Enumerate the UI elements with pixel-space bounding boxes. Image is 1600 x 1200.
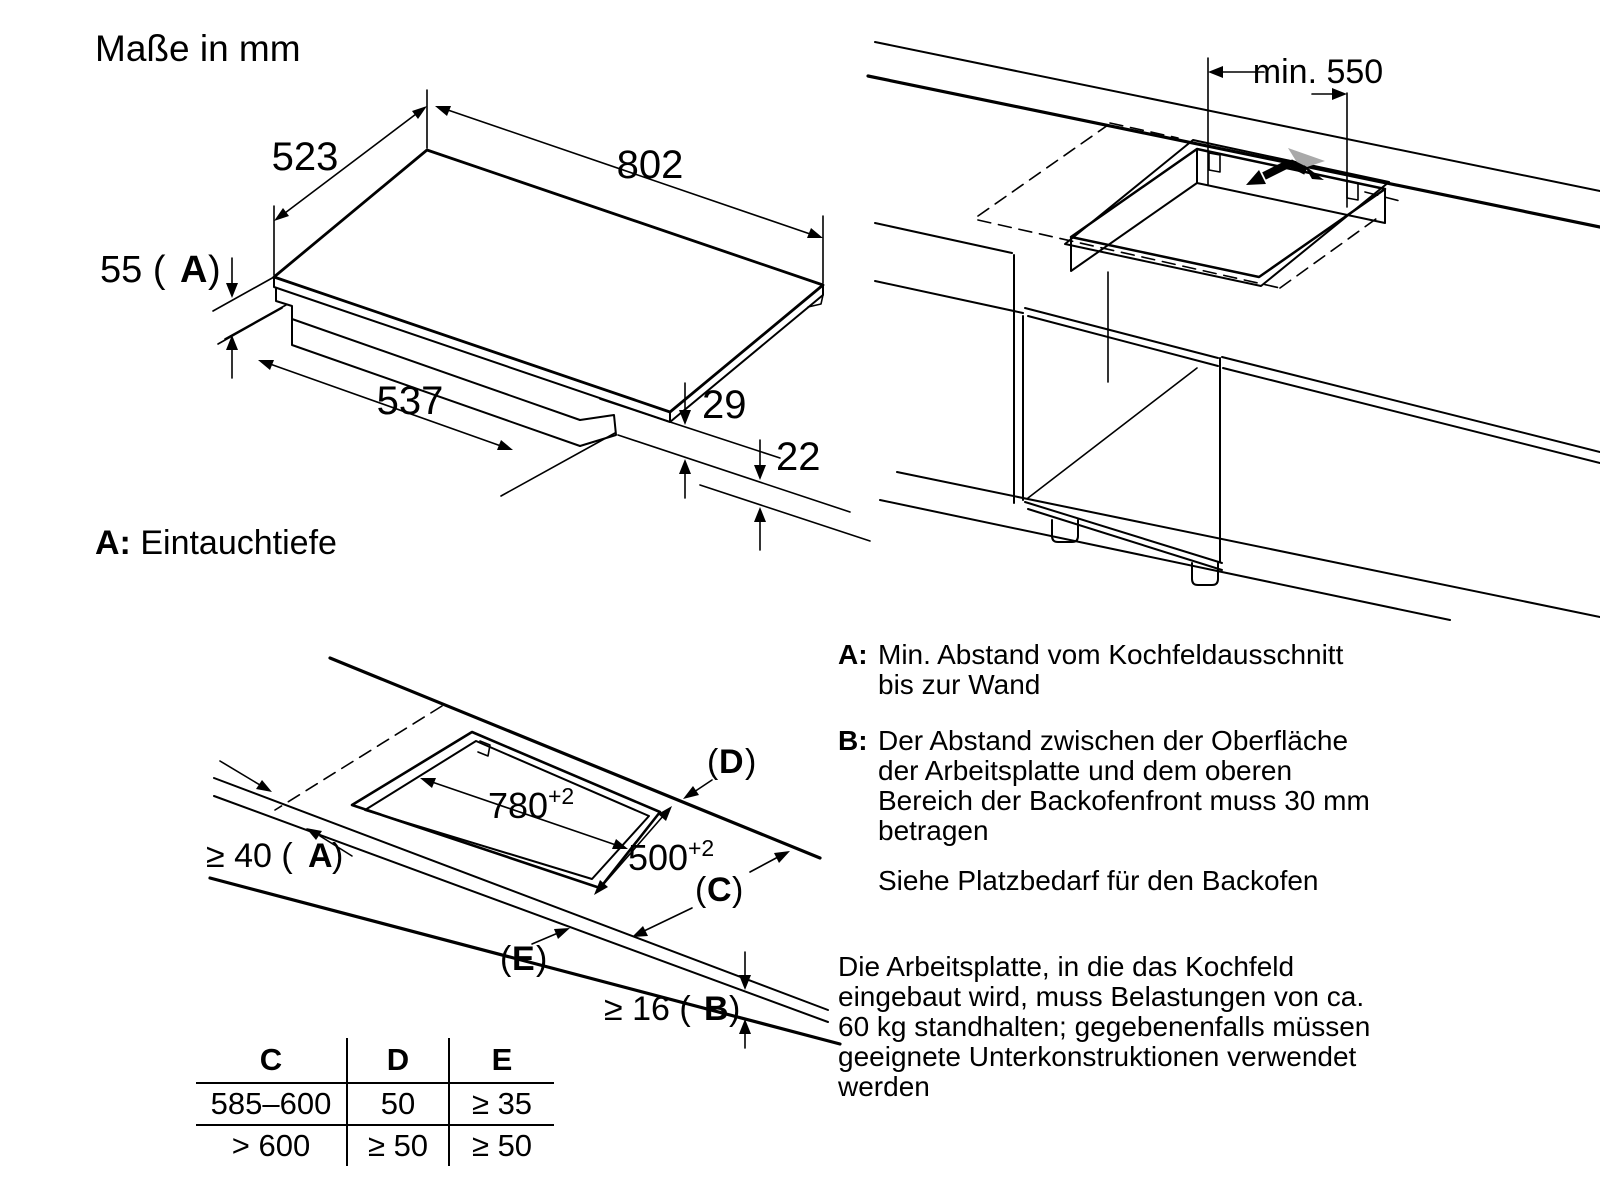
clearance-table: [196, 1038, 554, 1166]
label-c-letter: C: [707, 871, 732, 909]
floor-line-1: [897, 472, 1600, 617]
note-a-label: A:: [838, 639, 868, 670]
worktop: [868, 42, 1600, 463]
dim-802: [435, 106, 823, 283]
label-d-letter: D: [719, 743, 744, 781]
hob-body-front-notch: [580, 415, 616, 446]
legend-a-label: A:: [95, 524, 131, 562]
dim-16-close: ): [729, 990, 741, 1028]
note-b-line: Bereich der Backofenfront muss 30 mm: [878, 785, 1370, 816]
cabinet-cutout-diagram: [860, 20, 1600, 620]
dim-16-label: ≥ 16 (: [604, 990, 691, 1028]
cutout-inner-walls: [1071, 149, 1385, 271]
wall-line: [875, 42, 1600, 191]
note-a-line: bis zur Wand: [878, 669, 1041, 700]
legend-eintauchtiefe: [95, 524, 337, 563]
dim-500-tolerance: +2: [688, 835, 715, 861]
dim-802-label: 802: [616, 143, 684, 187]
note-b-label: B:: [838, 725, 868, 756]
note-load-line: Die Arbeitsplatte, in die das Kochfeld: [838, 951, 1295, 982]
table-header-e: E: [448, 1038, 554, 1084]
note-load-line: 60 kg standhalten; gegebenenfalls müssen: [838, 1011, 1371, 1042]
cutout-clearance-diagram: [180, 620, 880, 1060]
dim-min550-label: min. 550: [1252, 53, 1384, 91]
dim-40-letter: A: [308, 837, 333, 875]
note-a: [838, 640, 1343, 700]
dim-537: [225, 305, 615, 496]
hob-dimension-diagram: [80, 58, 880, 578]
label-c-pre: (: [695, 871, 707, 909]
hob-glass-top: [274, 150, 823, 412]
dim-29-label: 29: [702, 383, 747, 427]
note-b-line: der Arbeitsplatte und dem oberen: [878, 755, 1293, 786]
table-header-d: D: [346, 1038, 448, 1084]
note-a-line: Min. Abstand vom Kochfeldausschnitt: [878, 639, 1344, 670]
dim-40-label: ≥ 40 (: [206, 837, 293, 875]
note-see-oven: [878, 866, 1319, 896]
dim-780-label: 780: [487, 785, 549, 826]
base-cabinet: [880, 255, 1600, 620]
worktop-cutout-hole: [1065, 140, 1389, 286]
table-cell: > 600: [231, 1128, 311, 1163]
dim-537-label: 537: [376, 379, 444, 423]
table-cell: ≥ 50: [448, 1126, 554, 1166]
label-D: [683, 743, 756, 799]
dim-523-label: 523: [271, 135, 339, 179]
worktop-front-profile: [214, 796, 828, 1022]
dim-523: [272, 90, 427, 275]
dim-780-tolerance: +2: [548, 783, 575, 809]
worktop-back-edge: [868, 76, 1600, 227]
note-see-oven-text: Siehe Platzbedarf für den Backofen: [878, 865, 1319, 896]
note-b-text: [878, 726, 1370, 846]
label-e-letter: E: [512, 940, 535, 978]
dim-16-letter: B: [704, 990, 729, 1028]
table-header-c: C: [196, 1038, 346, 1084]
note-b: [838, 726, 1370, 846]
cutout-notch-left: [1209, 153, 1220, 172]
dim-40-close: ): [332, 837, 344, 875]
dim-55-label: 55 (: [100, 249, 166, 291]
note-load-text: [838, 952, 1370, 1102]
note-b-line: betragen: [878, 815, 989, 846]
note-load-line: werden: [838, 1071, 930, 1102]
floor-line-2: [880, 500, 1450, 620]
table-cell: ≥ 50: [346, 1126, 448, 1166]
legend-a-text: Eintauchtiefe: [140, 524, 337, 562]
note-a-text: [878, 640, 1343, 700]
dim-29-22: [600, 383, 870, 550]
dim-55-letter: A: [180, 249, 208, 291]
dim-22-label: 22: [776, 435, 821, 479]
note-load-line: eingebaut wird, muss Belastungen von ca.: [838, 981, 1365, 1012]
label-d-pre: (: [707, 743, 719, 781]
label-c-close: ): [732, 871, 744, 909]
label-d-close: ): [745, 743, 757, 781]
label-e-close: ): [536, 940, 548, 978]
note-load-line: geeignete Unterkonstruktionen verwendet: [838, 1041, 1357, 1072]
cabinet-interior-diagonal: [1028, 368, 1197, 498]
dim-55: [100, 249, 282, 378]
note-b-line: Der Abstand zwischen der Oberfläche: [878, 725, 1349, 756]
label-e-pre: (: [500, 940, 512, 978]
dim-55-close: ): [208, 249, 221, 291]
page-title: Maße in mm: [95, 28, 301, 69]
table-cell: 585–600: [196, 1084, 346, 1126]
dim-wall-clearance: [206, 761, 352, 875]
wall-reference-line: [275, 706, 442, 810]
note-load: [838, 952, 1370, 1102]
table-cell: 50: [346, 1084, 448, 1126]
table-cell: ≥ 35: [448, 1084, 554, 1126]
dim-500-label: 500: [627, 837, 689, 878]
